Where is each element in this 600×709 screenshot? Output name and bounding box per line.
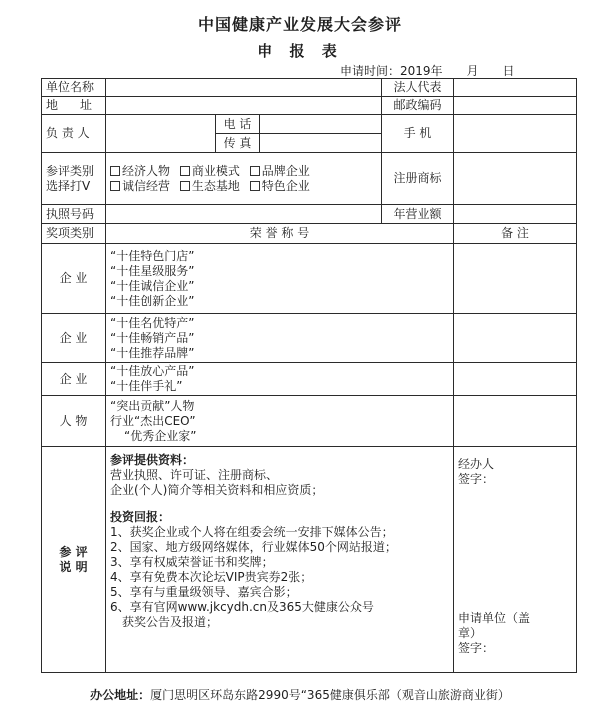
application-form-table <box>41 78 577 673</box>
postcode-label: 邮政编码 <box>382 97 454 115</box>
notes-label-line-2: 说 明 <box>59 559 88 574</box>
legal-rep-field[interactable] <box>454 79 577 97</box>
award-remarks[interactable] <box>454 363 577 396</box>
award-remarks[interactable] <box>454 314 577 363</box>
category-option[interactable]: 特色企业 <box>250 179 310 193</box>
category-options <box>106 153 382 205</box>
award-category: 人 物 <box>42 396 106 447</box>
category-option[interactable]: 品牌企业 <box>250 164 310 178</box>
materials-line: 企业(个人)简介等相关资料和相应资质； <box>110 483 324 497</box>
category-option[interactable]: 生态基地 <box>180 179 240 193</box>
applicant-block <box>458 611 530 656</box>
award-category: 企 业 <box>42 314 106 363</box>
award-items <box>106 396 454 447</box>
award-item: “十佳创新企业” <box>110 293 195 308</box>
phone-label: 电 话 <box>216 115 260 134</box>
category-label-line-2: 选择打V <box>46 178 91 193</box>
award-item: “十佳名优特产” <box>110 315 195 330</box>
checkbox[interactable] <box>180 166 190 176</box>
award-remarks[interactable] <box>454 244 577 314</box>
trademark-label: 注册商标 <box>382 153 454 205</box>
award-item: “十佳放心产品” <box>110 364 195 378</box>
handler-label: 经办人 <box>458 457 495 471</box>
applicant-label-line-2: 章） <box>458 626 483 640</box>
award-item: “优秀企业家” <box>124 428 197 443</box>
applicant-label-line-1: 申请单位（盖 <box>458 611 531 625</box>
award-item: “突出贡献”人物 <box>110 398 195 413</box>
returns-heading: 投资回报： <box>110 510 171 524</box>
checkbox[interactable] <box>110 166 120 176</box>
form-subtitle: 申 报 表 <box>257 42 343 60</box>
returns-line: 3、享有权威荣誉证书和奖牌； <box>110 555 274 569</box>
returns-line: 获奖公告及报道； <box>110 615 219 629</box>
address-field[interactable] <box>106 97 382 115</box>
office-address-text: 厦门思明区环岛东路2990号“365健康俱乐部（观音山旅游商业街） <box>150 688 510 702</box>
legal-rep-label: 法人代表 <box>382 79 454 97</box>
award-item: “十佳推荐品牌” <box>110 345 195 360</box>
award-items <box>106 244 454 314</box>
returns-line: 2、国家、地方级网络媒体，行业媒体50个网站报道； <box>110 540 397 554</box>
returns-line: 1、获奖企业或个人将在组委会统一安排下媒体公告； <box>110 525 394 539</box>
notes-label-line-1: 参 评 <box>59 544 88 559</box>
notes-label <box>42 447 106 673</box>
mobile-field[interactable] <box>454 115 577 153</box>
award-category: 企 业 <box>42 244 106 314</box>
award-item: “十佳诚信企业” <box>110 278 195 293</box>
mobile-label: 手 机 <box>382 115 454 153</box>
award-remarks[interactable] <box>454 396 577 447</box>
category-option[interactable]: 商业模式 <box>180 164 240 178</box>
spacer <box>110 498 449 510</box>
award-item: “十佳伴手礼” <box>110 379 183 393</box>
fax-field[interactable] <box>260 134 382 153</box>
form-title: 中国健康产业发展大会参评 <box>197 15 402 34</box>
annual-revenue-field[interactable] <box>454 205 577 224</box>
award-items <box>106 314 454 363</box>
returns-line: 5、享有与重量级领导、嘉宾合影； <box>110 585 298 599</box>
award-item: “十佳星级服务” <box>110 263 195 278</box>
application-date: 申请时间：2019年 月 日 <box>340 64 515 78</box>
unit-name-field[interactable] <box>106 79 382 97</box>
postcode-field[interactable] <box>454 97 577 115</box>
materials-line: 营业执照、许可证、注册商标、 <box>110 468 279 482</box>
handler-signature-label: 签字： <box>458 472 495 486</box>
award-type-header: 奖项类别 <box>42 224 106 244</box>
contact-field[interactable] <box>106 115 216 153</box>
checkbox[interactable] <box>250 166 260 176</box>
category-option[interactable]: 诚信经营 <box>110 179 170 193</box>
returns-line: 4、享有免费本次论坛VIP贵宾券2张； <box>110 570 313 584</box>
honor-title-header: 荣 誉 称 号 <box>106 224 454 244</box>
license-field[interactable] <box>106 205 382 224</box>
award-items <box>106 363 454 396</box>
award-item: “十佳特色门店” <box>110 248 195 263</box>
annual-revenue-label: 年营业额 <box>382 205 454 224</box>
award-category: 企 业 <box>42 363 106 396</box>
award-item: 行业“杰出CEO” <box>110 413 196 428</box>
phone-field[interactable] <box>260 115 382 134</box>
checkbox[interactable] <box>180 181 190 191</box>
category-option[interactable]: 经济人物 <box>110 164 170 178</box>
returns-line: 6、享有官网www.jkcydh.cn及365大健康公众号 <box>110 600 374 614</box>
fax-label: 传 真 <box>216 134 260 153</box>
category-label <box>42 153 106 205</box>
checkbox[interactable] <box>250 181 260 191</box>
office-address <box>0 686 600 703</box>
trademark-field[interactable] <box>454 153 577 205</box>
unit-name-label: 单位名称 <box>42 79 106 97</box>
applicant-signature-label: 签字： <box>458 641 495 655</box>
notes-content <box>106 447 454 673</box>
office-address-label: 办公地址： <box>90 688 151 702</box>
materials-heading: 参评提供资料： <box>110 453 195 467</box>
address-label: 地 址 <box>42 97 106 115</box>
signature-cell[interactable] <box>454 447 577 673</box>
checkbox[interactable] <box>110 181 120 191</box>
award-item: “十佳畅销产品” <box>110 330 195 345</box>
contact-label: 负 责 人 <box>42 115 106 153</box>
license-label: 执照号码 <box>42 205 106 224</box>
remarks-header: 备 注 <box>454 224 577 244</box>
category-label-line-1: 参评类别 <box>46 163 95 178</box>
